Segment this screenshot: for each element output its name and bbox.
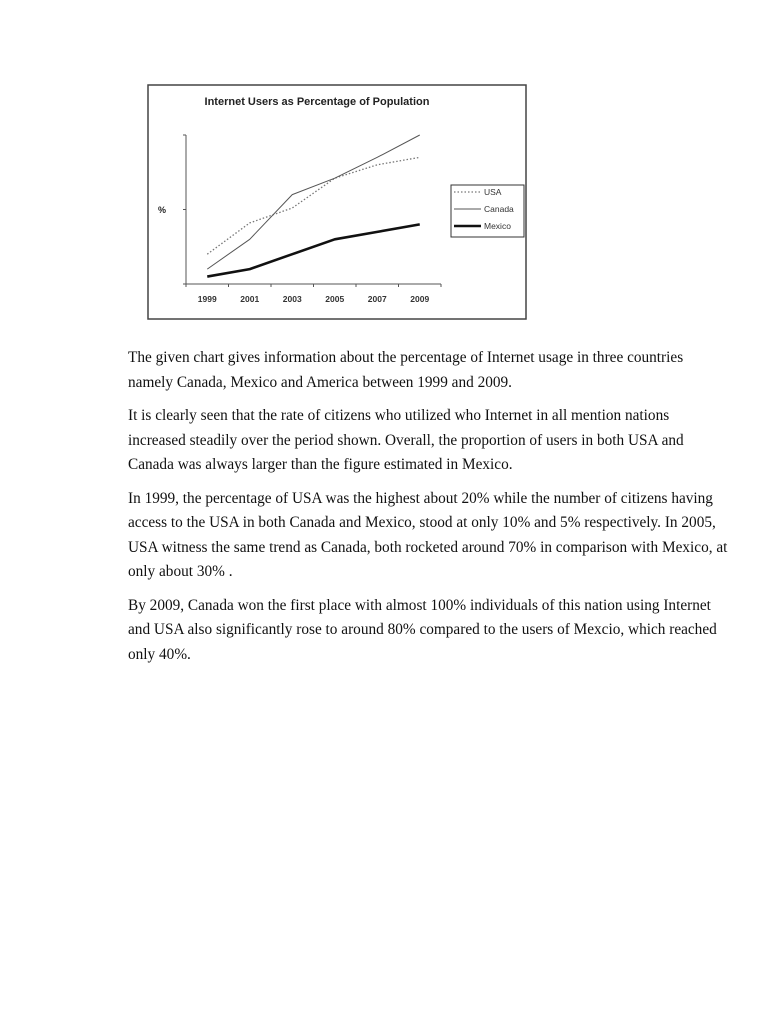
x-tick-label: 2001 <box>240 294 260 304</box>
paragraph: It is clearly seen that the rate of citizens who utilized who Internet in all mention nations increased steadily over the period shown. Overall, the proportion of users in both USA and Canada was always larger than the figure estimated in Mexico. <box>128 407 684 473</box>
legend-label-usa: USA <box>484 187 502 197</box>
legend-label-canada: Canada <box>484 204 514 214</box>
essay-text <box>128 346 728 676</box>
legend <box>451 185 524 237</box>
x-tick-label: 2009 <box>410 294 430 304</box>
internet-users-chart <box>147 84 527 320</box>
x-tick-label: 2003 <box>282 294 302 304</box>
paragraph: The given chart gives information about the percentage of Internet usage in three countries namely Canada, Mexico and America between 1999 and 2009. <box>128 349 684 391</box>
paragraph: By 2009, Canada won the first place with almost 100% individuals of this nation using Internet and USA also significantly rose to around 80% compared to the users of Mexcio, which reached only 40%. <box>128 596 717 663</box>
legend-label-mexico: Mexico <box>484 221 511 231</box>
x-tick-label: 1999 <box>197 294 217 304</box>
x-tick-label: 2005 <box>325 294 345 304</box>
chart-title: Internet Users as Percentage of Population <box>204 96 430 108</box>
paragraph: In 1999, the percentage of USA was the highest about 20% while the number of citizens having access to the USA in both Canada and Mexico, stood at only 10% and 5% respectively. In 2005, USA witness the same trend as Canada, both rocketed around 70% in comparison with Mexico, at only about 30% . <box>128 489 728 580</box>
x-tick-label: 2007 <box>367 294 387 304</box>
y-axis-label: % <box>158 205 167 215</box>
